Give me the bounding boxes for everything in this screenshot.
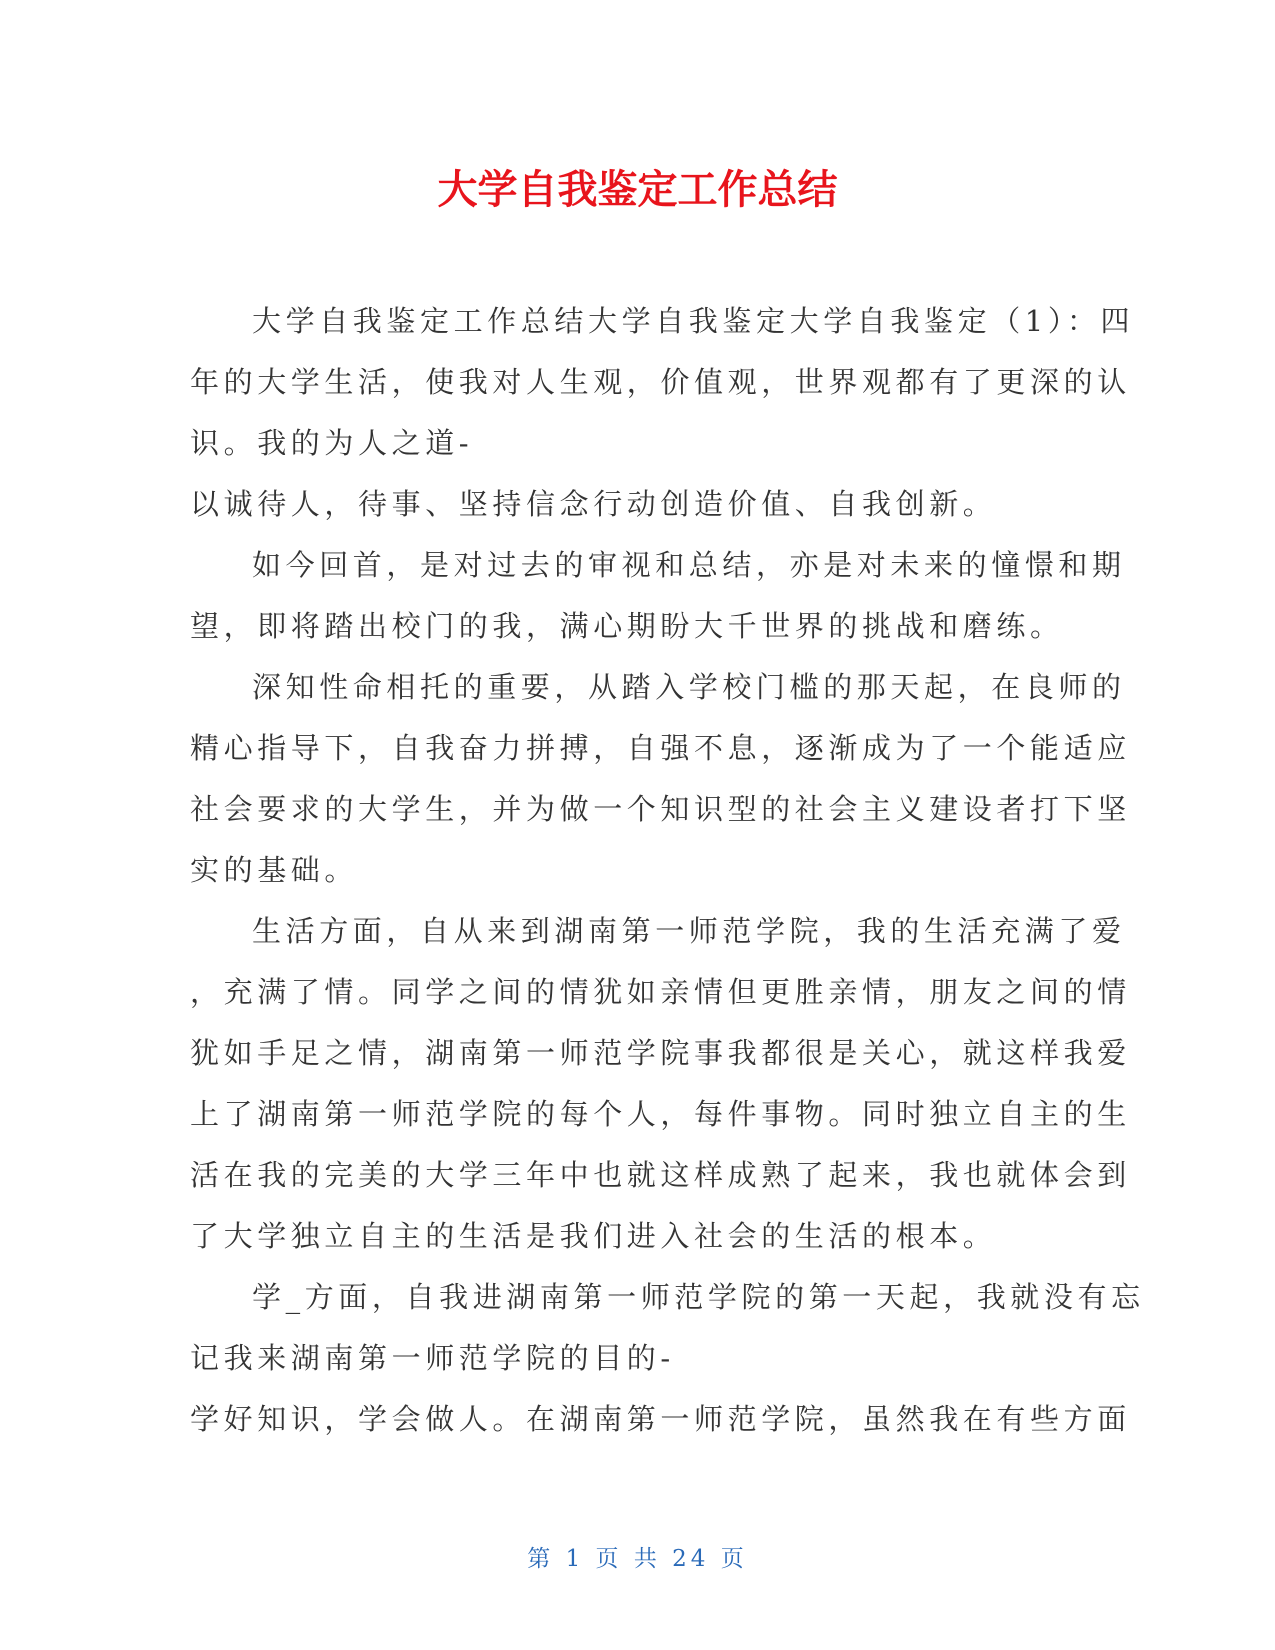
page-indicator: 第 1 页 共 24 页 [527, 1546, 748, 1572]
paragraph-line: 大学自我鉴定工作总结大学自我鉴定大学自我鉴定（1）：四 [252, 304, 1135, 338]
paragraph-line: 深知性命相托的重要，从踏入学校门槛的那天起，在良师的 [252, 670, 1126, 704]
paragraph-line: 了大学独立自主的生活是我们进入社会的生活的根本。 [190, 1219, 997, 1253]
paragraph-line: 上了湖南第一师范学院的每个人，每件事物。同时独立自主的生 [190, 1097, 1131, 1131]
paragraph-line: 识。我的为人之道- [190, 426, 474, 460]
paragraph-line: 生活方面，自从来到湖南第一师范学院，我的生活充满了爱 [252, 914, 1126, 948]
document-title: 大学自我鉴定工作总结 [437, 167, 838, 213]
paragraph-line: 活在我的完美的大学三年中也就这样成熟了起来，我也就体会到 [190, 1158, 1131, 1192]
paragraph-line: 犹如手足之情，湖南第一师范学院事我都很是关心，就这样我爱 [190, 1036, 1131, 1070]
paragraph-line: 如今回首，是对过去的审视和总结，亦是对未来的憧憬和期 [252, 548, 1126, 582]
paragraph-line: 年的大学生活，使我对人生观，价值观，世界观都有了更深的认 [190, 365, 1131, 399]
paragraph-line: 学_方面，自我进湖南第一师范学院的第一天起，我就没有忘 [252, 1280, 1145, 1314]
paragraph-line: 以诚待人，待事、坚持信念行动创造价值、自我创新。 [190, 487, 997, 521]
paragraph-line: 社会要求的大学生，并为做一个知识型的社会主义建设者打下坚 [190, 792, 1131, 826]
document-body [190, 291, 1145, 1450]
paragraph-line: 记我来湖南第一师范学院的目的- [190, 1341, 675, 1375]
paragraph-line: ，充满了情。同学之间的情犹如亲情但更胜亲情，朋友之间的情 [190, 975, 1131, 1009]
page-number-footer [0, 1540, 1275, 1573]
paragraph-line: 望，即将踏出校门的我，满心期盼大千世界的挑战和磨练。 [190, 609, 1064, 643]
paragraph-line: 精心指导下，自我奋力拼搏，自强不息，逐渐成为了一个能适应 [190, 731, 1131, 765]
paragraph-line: 实的基础。 [190, 853, 359, 887]
paragraph-line: 学好知识，学会做人。在湖南第一师范学院，虽然我在有些方面 [190, 1402, 1131, 1436]
